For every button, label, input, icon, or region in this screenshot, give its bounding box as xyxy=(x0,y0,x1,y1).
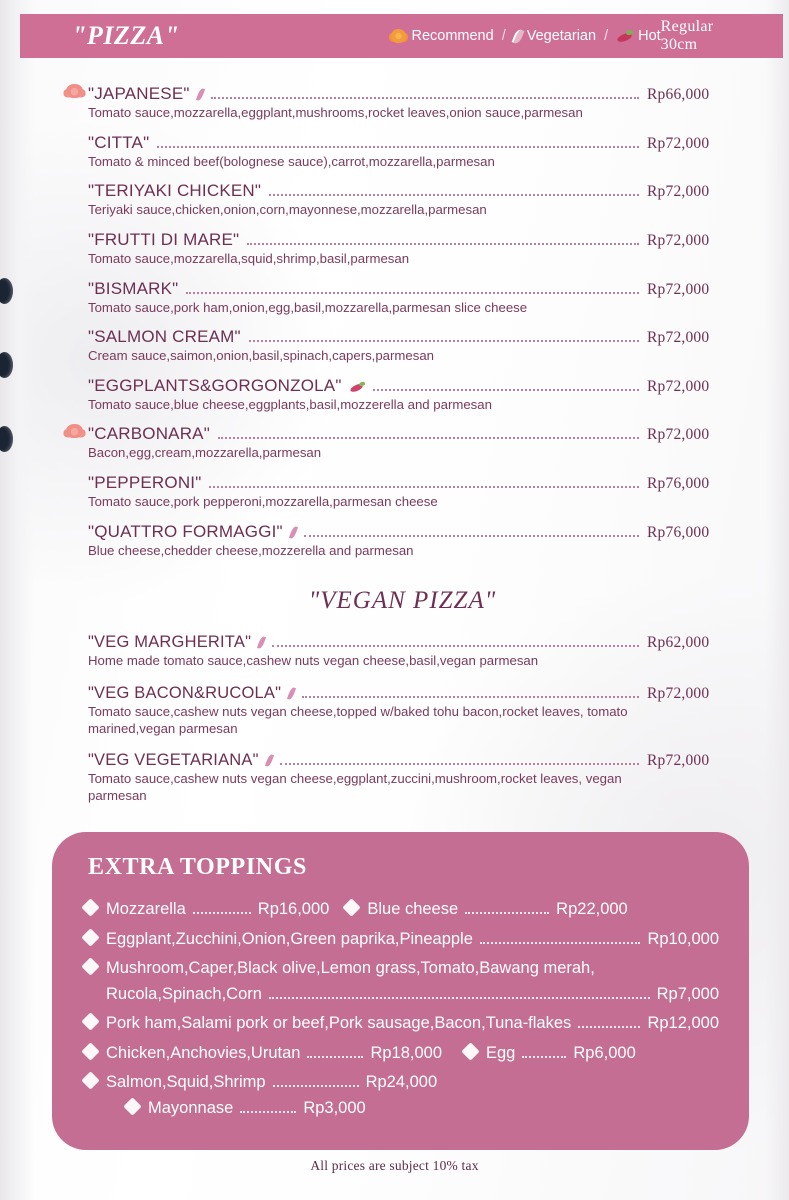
topping-price: Rp6,000 xyxy=(573,1043,636,1062)
pizza-menu-list xyxy=(66,84,739,818)
menu-item-price: Rp72,000 xyxy=(647,329,710,347)
recommend-marker xyxy=(66,280,88,294)
menu-item-description: Bacon,egg,cream,mozzarella,parmesan xyxy=(88,445,322,461)
leaf-icon xyxy=(289,525,298,539)
leader-dots xyxy=(373,388,639,391)
diamond-icon xyxy=(461,1042,479,1060)
menu-item-icons xyxy=(289,687,294,700)
menu-item-price: Rp72,000 xyxy=(647,426,710,444)
diamond-icon xyxy=(81,1042,99,1060)
leader-dots xyxy=(218,436,639,439)
menu-item-description: Teriyaki sauce,chicken,onion,corn,mayonnese,mozzarella,parmesan xyxy=(88,202,487,218)
menu-item-icons xyxy=(350,382,365,393)
topping-entry xyxy=(124,1096,366,1122)
menu-item-name: "CITTA" xyxy=(88,132,150,152)
topping-label: Mozzarella xyxy=(106,900,186,918)
menu-item-name: "JAPANESE" xyxy=(88,84,190,103)
page-right-shadow xyxy=(765,0,789,1200)
menu-item xyxy=(66,424,739,462)
menu-item xyxy=(66,327,739,365)
chili-icon xyxy=(350,382,365,393)
legend-label-recommend: Recommend xyxy=(411,28,494,44)
page-title: "PIZZA" xyxy=(72,21,180,50)
menu-item-price: Rp66,000 xyxy=(647,86,710,103)
menu-item xyxy=(66,230,739,268)
menu-item-price: Rp72,000 xyxy=(647,134,710,152)
diamond-icon xyxy=(81,1013,99,1031)
recommend-marker xyxy=(66,523,88,537)
menu-item-icons xyxy=(267,754,272,767)
leader-dots xyxy=(186,291,639,294)
topping-row xyxy=(82,897,719,923)
topping-price: Rp18,000 xyxy=(370,1043,442,1062)
topping-price: Rp12,000 xyxy=(647,1014,719,1033)
page-left-shadow xyxy=(0,0,34,1200)
menu-item xyxy=(66,133,739,171)
leader-dots xyxy=(209,485,639,488)
menu-item-name: "TERIYAKI CHICKEN" xyxy=(88,181,262,201)
leader-dots xyxy=(211,96,639,99)
leader-dots xyxy=(304,534,639,537)
leader-dots xyxy=(247,242,639,245)
legend-item-recommend xyxy=(391,28,493,44)
menu-item-price: Rp72,000 xyxy=(647,684,710,702)
leader-dots xyxy=(578,1025,640,1028)
menu-item-icons xyxy=(291,526,296,539)
recommend-marker xyxy=(66,633,88,647)
recommend-marker xyxy=(66,85,88,99)
menu-item-name: "FRUTTI DI MARE" xyxy=(88,229,240,249)
menu-item-description: Tomato sauce,mozzarella,eggplant,mushrooms,rocket leaves,onion sauce,parmesan xyxy=(88,105,583,120)
leader-dots xyxy=(273,1084,359,1087)
diamond-icon xyxy=(343,898,361,916)
recommend-marker xyxy=(66,425,88,439)
recommend-marker xyxy=(66,134,88,148)
topping-label: Egg xyxy=(486,1043,516,1062)
leaf-icon xyxy=(287,686,296,700)
menu-item-name: "EGGPLANTS&GORGONZOLA" xyxy=(88,375,342,395)
leader-dots xyxy=(465,911,549,914)
menu-item xyxy=(66,84,739,122)
menu-item-description: Tomato sauce,pork pepperoni,mozzarella,parmesan cheese xyxy=(88,494,438,509)
menu-item-name: "VEG MARGHERITA" xyxy=(88,633,252,652)
menu-item-icons xyxy=(198,88,203,101)
topping-entry xyxy=(82,897,329,923)
chili-icon xyxy=(616,30,633,43)
menu-item-description: Blue cheese,chedder cheese,mozzerella and parmesan xyxy=(88,542,414,558)
topping-entry xyxy=(462,1041,636,1067)
topping-entry xyxy=(82,1041,442,1067)
menu-item-description: Tomato sauce,blue cheese,eggplants,basil,mozzerella and parmesan xyxy=(88,396,492,412)
topping-price: Rp24,000 xyxy=(365,1073,438,1092)
topping-price: Rp7,000 xyxy=(656,984,719,1003)
leaf-icon xyxy=(196,88,205,102)
menu-item-name: "VEG BACON&RUCOLA" xyxy=(88,683,282,702)
topping-label: Mayonnase xyxy=(148,1098,234,1117)
menu-item xyxy=(66,751,739,804)
topping-row xyxy=(82,1011,719,1037)
menu-item-name: "PEPPERONI" xyxy=(88,473,202,492)
diamond-icon xyxy=(81,957,99,975)
menu-item-description: Home made tomato sauce,cashew nuts vegan cheese,basil,vegan parmesan xyxy=(88,653,539,669)
topping-row xyxy=(82,1070,719,1121)
menu-item-name: "QUATTRO FORMAGGI" xyxy=(88,521,283,541)
menu-item xyxy=(66,376,739,414)
menu-item-name: "BISMARK" xyxy=(88,278,179,298)
diamond-icon xyxy=(81,1072,99,1090)
legend-separator: / xyxy=(501,28,506,44)
menu-item-icons xyxy=(259,636,264,649)
recommend-marker xyxy=(66,231,88,245)
menu-item-description: Tomato sauce,cashew nuts vegan cheese,topped w/baked tohu bacon,rocket leaves, tomato marined,vegan parmesan xyxy=(88,703,628,736)
menu-item-name: "VEG VEGETARIANA" xyxy=(88,751,259,770)
topping-entry xyxy=(343,897,627,923)
leader-dots xyxy=(240,1110,296,1113)
topping-row xyxy=(82,1041,719,1067)
extra-toppings-title: EXTRA TOPPINGS xyxy=(88,854,307,880)
recommend-marker xyxy=(66,684,88,698)
menu-item xyxy=(66,279,739,317)
leader-dots xyxy=(157,145,639,148)
leader-dots xyxy=(193,911,251,914)
legend-separator: / xyxy=(604,28,609,44)
menu-item-price: Rp62,000 xyxy=(647,634,710,652)
leaf-icon xyxy=(257,636,266,650)
topping-price: Rp22,000 xyxy=(556,900,628,918)
menu-item-name: "CARBONARA" xyxy=(88,424,210,444)
legend-label-hot: Hot xyxy=(638,28,661,44)
recommend-marker xyxy=(66,474,88,488)
flower-icon xyxy=(66,424,83,438)
leader-dots xyxy=(272,644,639,647)
topping-row xyxy=(82,956,719,1007)
flower-icon xyxy=(66,84,83,98)
legend-label-vegetarian: Vegetarian xyxy=(526,28,597,44)
pizza-header-bar xyxy=(20,14,783,58)
diamond-icon xyxy=(123,1097,141,1115)
menu-item-price: Rp72,000 xyxy=(647,183,710,201)
menu-item-price: Rp76,000 xyxy=(647,523,710,541)
menu-item-price: Rp76,000 xyxy=(647,475,710,492)
topping-price: Rp10,000 xyxy=(647,929,719,948)
recommend-marker xyxy=(66,751,88,765)
topping-label: Salmon,Squid,Shrimp xyxy=(106,1073,266,1092)
menu-item-description: Tomato & minced beef(bolognese sauce),carrot,mozzarella,parmesan xyxy=(88,153,495,169)
leader-dots xyxy=(522,1055,566,1058)
legend-item-vegetarian xyxy=(514,28,596,44)
topping-price: Rp3,000 xyxy=(303,1098,366,1117)
pizza-size-label: Regular 30cm xyxy=(660,18,714,53)
topping-label: Blue cheese xyxy=(367,900,459,918)
menu-item-description: Cream sauce,saimon,onion,basil,spinach,capers,parmesan xyxy=(88,348,434,364)
legend-item-hot xyxy=(616,28,661,44)
recommend-marker xyxy=(66,182,88,196)
flower-icon xyxy=(391,29,406,43)
menu-item-price: Rp72,000 xyxy=(647,752,710,770)
topping-label: Mushroom,Caper,Black olive,Lemon grass,Tomato,Bawang merah, xyxy=(106,959,595,978)
menu-item-description: Tomato sauce,mozzarella,squid,shrimp,basil,parmesan xyxy=(88,250,410,266)
leader-dots xyxy=(302,695,639,698)
leader-dots xyxy=(280,762,639,765)
menu-item-price: Rp72,000 xyxy=(647,231,710,249)
vegan-section-title: "VEGAN PIZZA" xyxy=(308,587,497,615)
diamond-icon xyxy=(81,898,99,916)
menu-item xyxy=(66,633,739,670)
menu-item xyxy=(66,181,739,219)
menu-item xyxy=(66,522,739,560)
legend xyxy=(391,28,660,44)
leader-dots xyxy=(307,1055,363,1058)
topping-label: Eggplant,Zucchini,Onion,Green paprika,Pineapple xyxy=(106,929,473,948)
topping-price: Rp16,000 xyxy=(257,900,330,918)
menu-item-name: "SALMON CREAM" xyxy=(88,327,241,347)
tax-footnote: All prices are subject 10% tax xyxy=(310,1158,479,1173)
leader-dots xyxy=(269,996,650,999)
topping-label: Chicken,Anchovies,Urutan xyxy=(106,1043,301,1062)
menu-item-description: Tomato sauce,cashew nuts vegan cheese,eggplant,zuccini,mushroom,rocket leaves, vegan parmesan xyxy=(88,771,622,803)
topping-entry xyxy=(82,1070,437,1096)
vegan-pizza-list xyxy=(66,633,739,804)
leaf-icon xyxy=(265,754,274,768)
leader-dots xyxy=(269,193,639,196)
menu-item-description: Tomato sauce,pork ham,onion,egg,basil,mozzarella,parmesan slice cheese xyxy=(88,299,528,315)
recommend-marker xyxy=(66,328,88,342)
leader-dots xyxy=(480,941,641,944)
recommend-marker xyxy=(66,377,88,391)
menu-item-price: Rp72,000 xyxy=(647,280,710,298)
leaf-icon xyxy=(511,28,524,45)
menu-item-price: Rp72,000 xyxy=(647,377,710,395)
menu-item xyxy=(66,684,739,737)
diamond-icon xyxy=(81,928,99,946)
topping-row xyxy=(82,927,719,953)
topping-label: Pork ham,Salami pork or beef,Pork sausage,Bacon,Tuna-flakes xyxy=(106,1014,572,1033)
topping-label-line2: Rucola,Spinach,Corn xyxy=(106,984,262,1003)
extra-toppings-card xyxy=(52,832,749,1150)
menu-item xyxy=(66,473,739,511)
leader-dots xyxy=(249,339,639,342)
